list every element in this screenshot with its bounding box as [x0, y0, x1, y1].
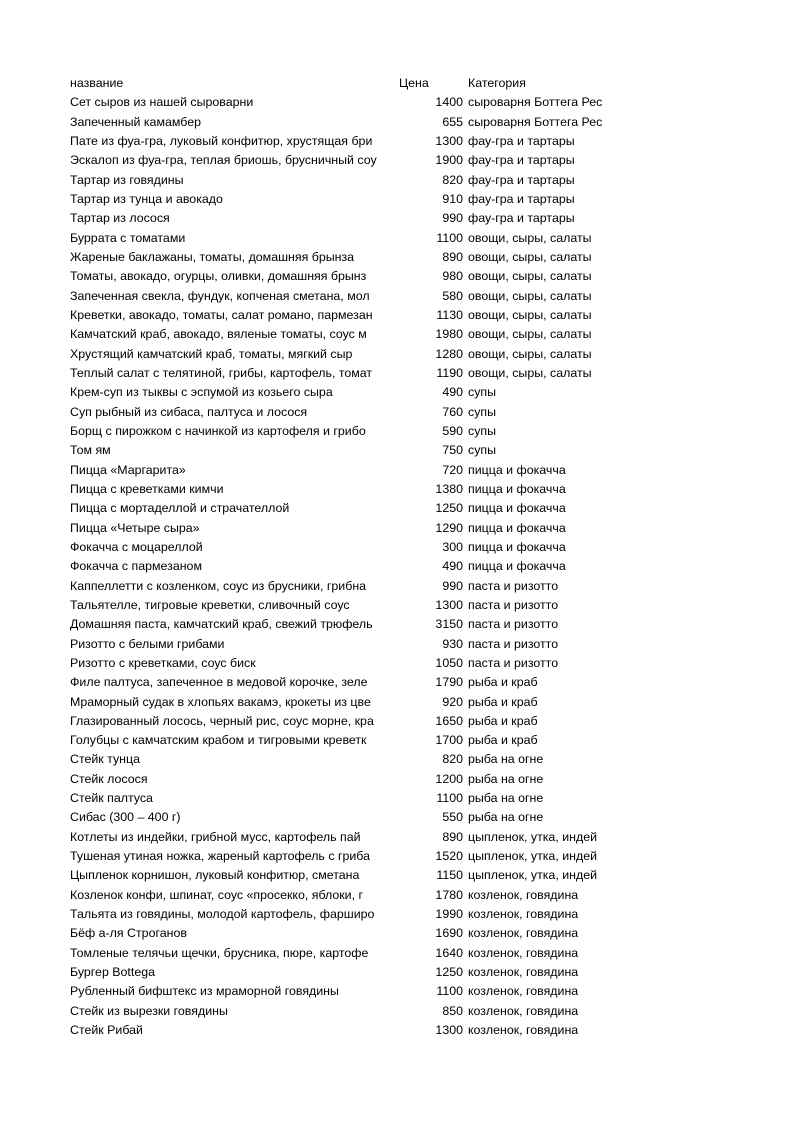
cell-price[interactable]: 1130 — [436, 307, 463, 322]
cell-category[interactable]: козленок, говядина — [468, 926, 579, 941]
cell-name[interactable]: Пицца «Маргарита» — [70, 462, 186, 477]
cell-price[interactable]: 1200 — [435, 771, 463, 786]
cell-name[interactable]: Рубленный бифштекс из мраморной говядины — [70, 984, 339, 999]
cell-category[interactable]: рыба и краб — [468, 713, 538, 728]
cell-category[interactable]: овощи, сыры, салаты — [468, 230, 592, 245]
cell-category[interactable]: козленок, говядина — [468, 965, 579, 980]
cell-price[interactable]: 490 — [442, 559, 463, 574]
cell-price[interactable]: 1100 — [436, 791, 463, 806]
cell-category[interactable]: фау-гра и тартары — [468, 191, 575, 206]
cell-category[interactable]: пицца и фокачча — [468, 559, 566, 574]
cell-price[interactable]: 1790 — [435, 675, 463, 690]
cell-category[interactable]: рыба на огне — [468, 771, 544, 786]
cell-price[interactable]: 910 — [442, 191, 463, 206]
cell-category[interactable]: пицца и фокачча — [468, 501, 566, 516]
cell-name[interactable]: Стейк тунца — [70, 752, 140, 767]
cell-category[interactable]: сыроварня Боттега Рес — [468, 114, 603, 129]
cell-name[interactable]: Пате из фуа-гра, луковый конфитюр, хрустящая бри — [70, 133, 373, 148]
cell-category[interactable]: паста и ризотто — [468, 655, 559, 670]
cell-price[interactable]: 1640 — [435, 945, 463, 960]
cell-price[interactable]: 1250 — [435, 965, 463, 980]
cell-name[interactable]: Борщ с пирожком с начинкой из картофеля и грибо — [70, 423, 366, 438]
cell-price[interactable]: 1050 — [435, 655, 463, 670]
cell-category[interactable]: козленок, говядина — [468, 984, 579, 999]
cell-price[interactable]: 820 — [442, 752, 463, 767]
cell-price[interactable]: 1280 — [435, 346, 463, 361]
cell-name[interactable]: Филе палтуса, запеченное в медовой корочке, зеле — [70, 675, 368, 690]
cell-price[interactable]: 550 — [442, 810, 463, 825]
cell-category[interactable]: овощи, сыры, салаты — [468, 249, 592, 264]
cell-category[interactable]: козленок, говядина — [468, 945, 579, 960]
cell-price[interactable]: 850 — [442, 1003, 463, 1018]
cell-name[interactable]: Тальята из говядины, молодой картофель, фарширо — [70, 907, 375, 922]
cell-category[interactable]: овощи, сыры, салаты — [468, 307, 592, 322]
cell-price[interactable]: 1700 — [435, 733, 463, 748]
cell-category[interactable]: козленок, говядина — [468, 1023, 579, 1038]
cell-price[interactable]: 490 — [442, 385, 463, 400]
cell-price[interactable]: 655 — [442, 114, 463, 129]
cell-category[interactable]: рыба и краб — [468, 675, 538, 690]
cell-name[interactable]: Глазированный лосось, черный рис, соус морне, кра — [70, 713, 374, 728]
cell-price[interactable]: 3150 — [435, 617, 463, 632]
cell-price[interactable]: 1300 — [435, 133, 463, 148]
cell-price[interactable]: 1990 — [435, 907, 463, 922]
cell-name[interactable]: Сет сыров из нашей сыроварни — [70, 95, 254, 110]
cell-name[interactable]: Тушеная утиная ножка, жареный картофель с гриба — [70, 849, 370, 864]
cell-name[interactable]: Котлеты из индейки, грибной мусс, картофель пай — [70, 829, 361, 844]
cell-category[interactable]: фау-гра и тартары — [468, 153, 575, 168]
cell-category[interactable]: паста и ризотто — [468, 617, 559, 632]
cell-name[interactable]: Пицца «Четыре сыра» — [70, 520, 200, 535]
cell-name[interactable]: Камчатский краб, авокадо, вяленые томаты, соус м — [70, 327, 367, 342]
cell-name[interactable]: Тартар из говядины — [70, 172, 184, 187]
cell-price[interactable]: 760 — [442, 404, 463, 419]
cell-price[interactable]: 890 — [442, 249, 463, 264]
cell-name[interactable]: Тальятелле, тигровые креветки, сливочный соус — [70, 597, 350, 612]
cell-price[interactable]: 1300 — [435, 597, 463, 612]
cell-name[interactable]: Ризотто с белыми грибами — [70, 636, 225, 651]
cell-name[interactable]: Теплый салат с телятиной, грибы, картофель, томат — [70, 365, 373, 380]
cell-price[interactable]: 1780 — [435, 887, 463, 902]
cell-name[interactable]: Фокачча с пармезаном — [70, 559, 202, 574]
cell-name[interactable]: Стейк Рибай — [70, 1023, 143, 1038]
cell-price[interactable]: 1900 — [435, 153, 463, 168]
cell-name[interactable]: Хрустящий камчатский краб, томаты, мягкий сыр — [70, 346, 353, 361]
cell-price[interactable]: 920 — [442, 694, 463, 709]
cell-category[interactable]: супы — [468, 423, 497, 438]
cell-category[interactable]: рыба и краб — [468, 733, 538, 748]
cell-price[interactable]: 1690 — [435, 926, 463, 941]
cell-category[interactable]: пицца и фокачча — [468, 481, 566, 496]
cell-name[interactable]: Тартар из тунца и авокадо — [70, 191, 223, 206]
cell-price[interactable]: 1100 — [436, 230, 463, 245]
cell-category[interactable]: паста и ризотто — [468, 636, 559, 651]
cell-name[interactable]: Пицца с креветками кимчи — [70, 481, 224, 496]
cell-price[interactable]: 1300 — [435, 1023, 463, 1038]
cell-name[interactable]: Каппеллетти с козленком, соус из брусники, грибна — [70, 578, 367, 593]
cell-name[interactable]: Козленок конфи, шпинат, соус «просекко, яблоки, г — [70, 887, 364, 902]
cell-category[interactable]: пицца и фокачча — [468, 462, 566, 477]
cell-price[interactable]: 1250 — [435, 501, 463, 516]
cell-price[interactable]: 1400 — [435, 95, 463, 110]
cell-category[interactable]: супы — [468, 443, 497, 458]
cell-price[interactable]: 990 — [442, 211, 463, 226]
cell-category[interactable]: рыба на огне — [468, 791, 544, 806]
cell-category[interactable]: паста и ризотто — [468, 597, 559, 612]
cell-category[interactable]: овощи, сыры, салаты — [468, 346, 592, 361]
cell-category[interactable]: рыба на огне — [468, 810, 544, 825]
cell-name[interactable]: Цыпленок корнишон, луковый конфитюр, сметана — [70, 868, 360, 883]
cell-price[interactable]: 1380 — [435, 481, 463, 496]
cell-price[interactable]: 1190 — [436, 365, 463, 380]
cell-price[interactable]: 300 — [442, 539, 463, 554]
cell-category[interactable]: козленок, говядина — [468, 887, 579, 902]
cell-name[interactable]: Домашняя паста, камчатский краб, свежий трюфель — [70, 617, 373, 632]
cell-price[interactable]: 1650 — [435, 713, 463, 728]
cell-name[interactable]: Эскалоп из фуа-гра, теплая бриошь, брусничный соу — [70, 153, 377, 168]
cell-category[interactable]: супы — [468, 385, 497, 400]
cell-name[interactable]: Бургер Bottega — [70, 965, 155, 980]
cell-category[interactable]: рыба на огне — [468, 752, 544, 767]
cell-price[interactable]: 1980 — [435, 327, 463, 342]
cell-category[interactable]: паста и ризотто — [468, 578, 559, 593]
cell-price[interactable]: 1290 — [435, 520, 463, 535]
cell-name[interactable]: Стейк палтуса — [70, 791, 153, 806]
cell-category[interactable]: овощи, сыры, салаты — [468, 327, 592, 342]
cell-name[interactable]: Стейк лосося — [70, 771, 148, 786]
cell-name[interactable]: Бёф а-ля Строганов — [70, 926, 187, 941]
cell-category[interactable]: цыпленок, утка, индей — [468, 868, 598, 883]
cell-name[interactable]: Голубцы с камчатским крабом и тигровыми креветк — [70, 733, 367, 748]
cell-category[interactable]: супы — [468, 404, 497, 419]
cell-price[interactable]: 820 — [442, 172, 463, 187]
cell-name[interactable]: Томленые телячьи щечки, брусника, пюре, картофе — [70, 945, 369, 960]
cell-name[interactable]: Томаты, авокадо, огурцы, оливки, домашняя брынз — [70, 269, 367, 284]
cell-price[interactable]: 750 — [442, 443, 463, 458]
cell-category[interactable]: фау-гра и тартары — [468, 172, 575, 187]
cell-category[interactable]: рыба и краб — [468, 694, 538, 709]
cell-price[interactable]: 720 — [442, 462, 463, 477]
cell-category[interactable]: козленок, говядина — [468, 1003, 579, 1018]
cell-category[interactable]: сыроварня Боттега Рес — [468, 95, 603, 110]
cell-price[interactable]: 930 — [442, 636, 463, 651]
header-price[interactable]: Цена — [399, 76, 429, 90]
cell-category[interactable]: овощи, сыры, салаты — [468, 269, 592, 284]
cell-name[interactable]: Пицца с мортаделлой и страчателлой — [70, 501, 290, 516]
cell-category[interactable]: пицца и фокачча — [468, 520, 566, 535]
cell-price[interactable]: 990 — [442, 578, 463, 593]
cell-price[interactable]: 1150 — [436, 868, 463, 883]
header-name[interactable]: название — [70, 76, 124, 90]
cell-category[interactable]: цыпленок, утка, индей — [468, 829, 598, 844]
cell-name[interactable]: Запеченный камамбер — [70, 114, 201, 129]
cell-name[interactable]: Ризотто с креветками, соус биск — [70, 655, 256, 670]
header-category[interactable]: Категория — [468, 76, 526, 90]
cell-category[interactable]: фау-гра и тартары — [468, 211, 575, 226]
cell-name[interactable]: Мраморный судак в хлопьях вакамэ, крокеты из цве — [70, 694, 371, 709]
cell-category[interactable]: овощи, сыры, салаты — [468, 288, 592, 303]
cell-category[interactable]: козленок, говядина — [468, 907, 579, 922]
cell-name[interactable]: Креветки, авокадо, томаты, салат романо, пармезан — [70, 307, 373, 322]
cell-price[interactable]: 1520 — [435, 849, 463, 864]
cell-category[interactable]: овощи, сыры, салаты — [468, 365, 592, 380]
cell-name[interactable]: Буррата с томатами — [70, 230, 186, 245]
cell-price[interactable]: 580 — [442, 288, 463, 303]
cell-name[interactable]: Крем-суп из тыквы с эспумой из козьего сыра — [70, 385, 333, 400]
cell-price[interactable]: 890 — [442, 829, 463, 844]
cell-price[interactable]: 1100 — [436, 984, 463, 999]
cell-name[interactable]: Тартар из лосося — [70, 211, 170, 226]
cell-name[interactable]: Запеченная свекла, фундук, копченая сметана, мол — [70, 288, 370, 303]
cell-name[interactable]: Суп рыбный из сибаса, палтуса и лосося — [70, 404, 308, 419]
cell-name[interactable]: Том ям — [70, 443, 111, 458]
cell-category[interactable]: цыпленок, утка, индей — [468, 849, 598, 864]
cell-category[interactable]: фау-гра и тартары — [468, 133, 575, 148]
cell-category[interactable]: пицца и фокачча — [468, 539, 566, 554]
cell-price[interactable]: 980 — [442, 269, 463, 284]
cell-name[interactable]: Жареные баклажаны, томаты, домашняя брынза — [70, 249, 355, 264]
cell-name[interactable]: Стейк из вырезки говядины — [70, 1003, 228, 1018]
cell-name[interactable]: Фокачча с моцареллой — [70, 539, 203, 554]
cell-name[interactable]: Сибас (300 – 400 г) — [70, 810, 181, 825]
cell-price[interactable]: 590 — [442, 423, 463, 438]
